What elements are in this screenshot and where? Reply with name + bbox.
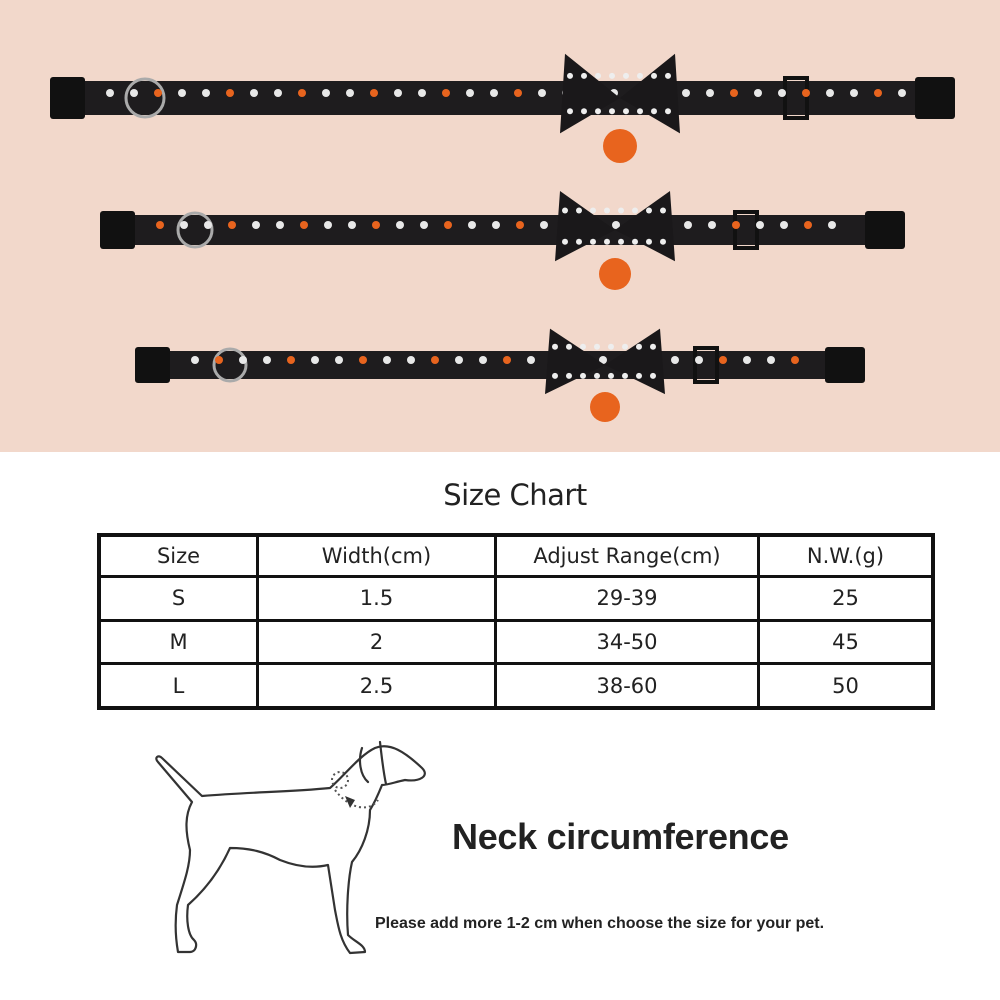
bow-dot: [595, 108, 601, 114]
bow-dot: [590, 208, 596, 214]
pattern-dot: [311, 356, 319, 364]
bow-dot: [651, 73, 657, 79]
pattern-dot: [874, 89, 882, 97]
pattern-dot: [444, 221, 452, 229]
bow-dot: [609, 108, 615, 114]
cell: 45: [759, 620, 934, 664]
product-photo: [0, 0, 1000, 452]
pumpkin-bell: [599, 258, 631, 290]
pattern-dot: [370, 89, 378, 97]
bow-dot: [623, 73, 629, 79]
bow-dot: [590, 239, 596, 245]
pattern-dot: [682, 89, 690, 97]
pumpkin-bell: [603, 129, 637, 163]
bow-dot: [651, 108, 657, 114]
bow-dot: [609, 73, 615, 79]
bow-dot: [595, 73, 601, 79]
pattern-dot: [767, 356, 775, 364]
header-adjust-range: Adjust Range(cm): [496, 535, 759, 577]
pattern-dot: [322, 89, 330, 97]
pattern-dot: [156, 221, 164, 229]
bow-dot: [580, 344, 586, 350]
bow-dot: [632, 208, 638, 214]
pattern-dot: [778, 89, 786, 97]
pattern-dot: [239, 356, 247, 364]
pattern-dot: [431, 356, 439, 364]
pattern-dot: [346, 89, 354, 97]
bow-dot: [650, 344, 656, 350]
size-table: [97, 533, 935, 710]
pattern-dot: [300, 221, 308, 229]
pattern-dot: [407, 356, 415, 364]
pattern-dot: [228, 221, 236, 229]
pattern-dot: [204, 221, 212, 229]
pattern-dot: [754, 89, 762, 97]
bow-dot: [665, 108, 671, 114]
pattern-dot: [706, 89, 714, 97]
pattern-dot: [130, 89, 138, 97]
pattern-dot: [226, 89, 234, 97]
bow-dot: [562, 208, 568, 214]
bow-dot: [665, 73, 671, 79]
bow-dot: [581, 108, 587, 114]
pattern-dot: [503, 356, 511, 364]
pattern-dot: [730, 89, 738, 97]
pattern-dot: [466, 89, 474, 97]
cell: M: [99, 620, 258, 664]
bow-dot: [637, 108, 643, 114]
bow-dot: [567, 73, 573, 79]
cell: 50: [759, 664, 934, 708]
pattern-dot: [191, 356, 199, 364]
pattern-dot: [252, 221, 260, 229]
header-size: Size: [99, 535, 258, 577]
bow-dot: [594, 373, 600, 379]
buckle-left: [100, 211, 135, 249]
bow-dot: [618, 239, 624, 245]
bow-dot: [608, 344, 614, 350]
bow-dot: [622, 373, 628, 379]
bow-dot: [552, 344, 558, 350]
pattern-dot: [106, 89, 114, 97]
bow-dot: [637, 73, 643, 79]
bow-dot: [660, 208, 666, 214]
bow-dot: [604, 239, 610, 245]
pattern-dot: [178, 89, 186, 97]
bow-dot: [636, 373, 642, 379]
bow-dot: [650, 373, 656, 379]
bow-dot: [581, 73, 587, 79]
bow-dot: [580, 373, 586, 379]
cell: 2.5: [258, 664, 496, 708]
pattern-dot: [420, 221, 428, 229]
pattern-dot: [527, 356, 535, 364]
pattern-dot: [154, 89, 162, 97]
pattern-dot: [898, 89, 906, 97]
cell: 29-39: [496, 577, 759, 621]
bow-dot: [608, 373, 614, 379]
cell: 25: [759, 577, 934, 621]
pattern-dot: [372, 221, 380, 229]
pattern-dot: [732, 221, 740, 229]
bow-dot: [623, 108, 629, 114]
bow-dot: [566, 373, 572, 379]
collars-illustration: [0, 0, 1000, 452]
pattern-dot: [274, 89, 282, 97]
bow-dot: [594, 344, 600, 350]
cell: S: [99, 577, 258, 621]
pattern-dot: [215, 356, 223, 364]
header-width: Width(cm): [258, 535, 496, 577]
size-chart-title: Size Chart: [443, 478, 587, 512]
pattern-dot: [708, 221, 716, 229]
cell: 2: [258, 620, 496, 664]
pattern-dot: [490, 89, 498, 97]
pattern-dot: [791, 356, 799, 364]
pattern-dot: [324, 221, 332, 229]
bow-dot: [604, 208, 610, 214]
pattern-dot: [202, 89, 210, 97]
pattern-dot: [516, 221, 524, 229]
pattern-dot: [540, 221, 548, 229]
pattern-dot: [492, 221, 500, 229]
cell: 38-60: [496, 664, 759, 708]
buckle-right: [825, 347, 865, 383]
bow-dot: [618, 208, 624, 214]
pattern-dot: [780, 221, 788, 229]
bow-dot: [646, 239, 652, 245]
pattern-dot: [180, 221, 188, 229]
pattern-dot: [743, 356, 751, 364]
cell: L: [99, 664, 258, 708]
pattern-dot: [719, 356, 727, 364]
bow-dot: [576, 239, 582, 245]
pattern-dot: [514, 89, 522, 97]
pattern-dot: [335, 356, 343, 364]
pattern-dot: [418, 89, 426, 97]
pumpkin-bell: [590, 392, 620, 422]
pattern-dot: [276, 221, 284, 229]
pattern-dot: [298, 89, 306, 97]
buckle-left: [135, 347, 170, 383]
pattern-dot: [383, 356, 391, 364]
pattern-dot: [287, 356, 295, 364]
collar-strap: [150, 351, 850, 379]
bow-dot: [622, 344, 628, 350]
pattern-dot: [442, 89, 450, 97]
pattern-dot: [396, 221, 404, 229]
pattern-dot: [850, 89, 858, 97]
pattern-dot: [263, 356, 271, 364]
bow-dot: [567, 108, 573, 114]
buckle-right: [865, 211, 905, 249]
pattern-dot: [695, 356, 703, 364]
bow-dot: [646, 208, 652, 214]
pattern-dot: [468, 221, 476, 229]
bow-dot: [660, 239, 666, 245]
table-header-row: [99, 535, 933, 577]
bow-dot: [562, 239, 568, 245]
table-row: [99, 620, 933, 664]
buckle-left: [50, 77, 85, 119]
bow-dot: [552, 373, 558, 379]
size-note: Please add more 1-2 cm when choose the size for your pet.: [375, 915, 825, 932]
cell: 1.5: [258, 577, 496, 621]
pattern-dot: [250, 89, 258, 97]
pattern-dot: [804, 221, 812, 229]
table-row: [99, 664, 933, 708]
cell: 34-50: [496, 620, 759, 664]
dog-outline-icon: [150, 730, 440, 970]
bow-dot: [636, 344, 642, 350]
pattern-dot: [479, 356, 487, 364]
pattern-dot: [802, 89, 810, 97]
pattern-dot: [756, 221, 764, 229]
pattern-dot: [538, 89, 546, 97]
pattern-dot: [828, 221, 836, 229]
buckle-right: [915, 77, 955, 119]
pattern-dot: [826, 89, 834, 97]
pattern-dot: [455, 356, 463, 364]
pattern-dot: [359, 356, 367, 364]
header-weight: N.W.(g): [759, 535, 934, 577]
pattern-dot: [348, 221, 356, 229]
bow-dot: [566, 344, 572, 350]
bow-dot: [576, 208, 582, 214]
pattern-dot: [684, 221, 692, 229]
pattern-dot: [394, 89, 402, 97]
table-row: [99, 577, 933, 621]
pattern-dot: [671, 356, 679, 364]
neck-circumference-label: Neck circumference: [452, 816, 789, 857]
bow-dot: [632, 239, 638, 245]
collar-strap: [115, 215, 890, 245]
